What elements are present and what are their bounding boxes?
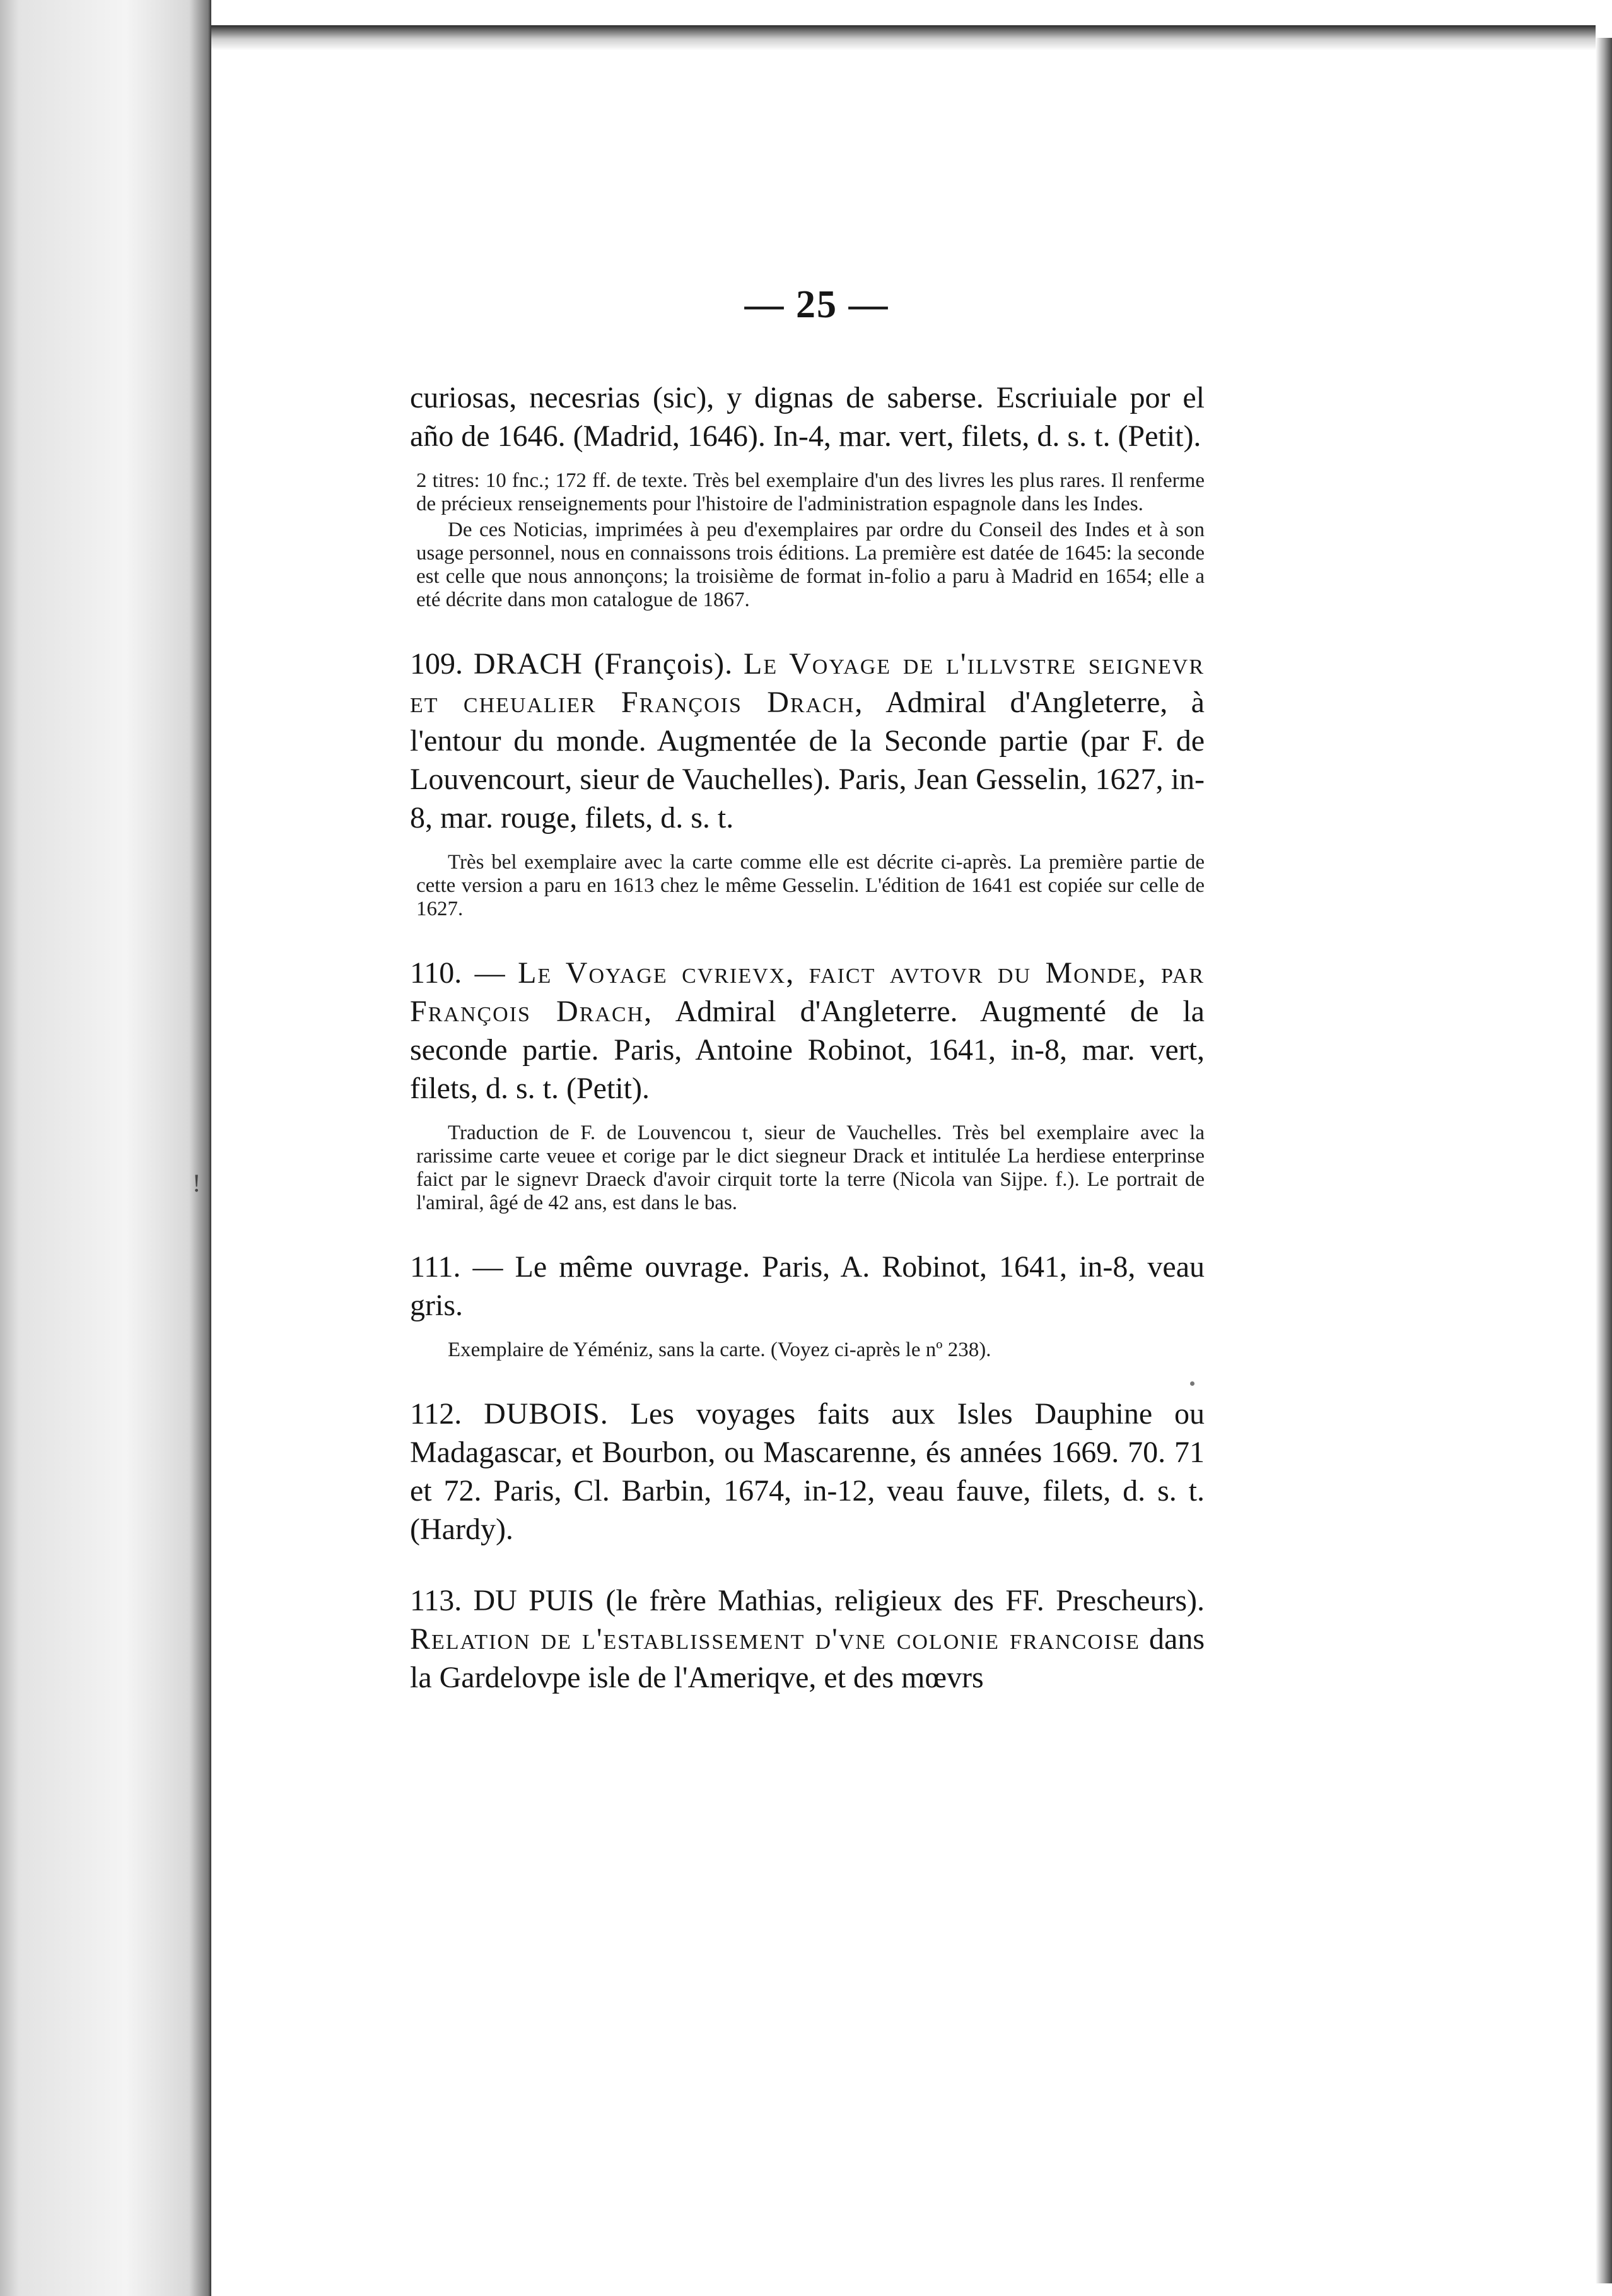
- entry-body: curiosas, necesrias (sic), y dignas de saberse. Escriuiale por el año de 1646. (Madrid, 1646). In-4, mar. vert, filets, d. s. t. (Petit).: [410, 381, 1205, 453]
- entry-imprint: Le même ouvrage. Paris, A. Robinot, 1641, in-8, veau gris.: [410, 1250, 1205, 1322]
- entry-author: DRACH (François).: [473, 647, 733, 681]
- entry-number: 111.: [410, 1250, 461, 1284]
- entry-imprint: Admiral d'Angleterre. Augmenté de la seconde partie. Paris, Antoine Robinot, 1641, in-8, mar. vert, filets, d. s. t. (Petit).: [410, 995, 1205, 1105]
- entry-note: De ces Noticias, imprimées à peu d'exemplaires par ordre du Conseil des Indes et à son usage personnel, nous en connaissons trois éditions. La première est datée de 1645: la seconde est celle que nous annonçons; la troisième de format in-folio a paru à Madrid en 1654; elle a eté décrite dans mon catalogue de 1867.: [416, 518, 1205, 611]
- catalogue-entry-111: [410, 1248, 1205, 1362]
- page-number: — 25 —: [744, 283, 889, 326]
- entry-body: [410, 954, 1205, 1108]
- catalogue-text: [410, 378, 1205, 1697]
- entry-body: [410, 1248, 1205, 1325]
- catalogue-entry-112: [410, 1395, 1205, 1549]
- entry-number: 113.: [410, 1584, 462, 1617]
- entry-imprint: dans la Gardelovpe isle de l'Ameriqve, et des mœvrs: [410, 1622, 1205, 1694]
- catalogue-entry-110: [410, 954, 1205, 1215]
- entry-author: —: [472, 1250, 503, 1284]
- entry-note: Exemplaire de Yéméniz, sans la carte. (Voyez ci-après le nº 238).: [448, 1338, 991, 1361]
- left-page-edge: [0, 0, 211, 2296]
- top-scan-shadow: [211, 25, 1596, 50]
- entry-author: —: [474, 956, 505, 990]
- entry-body: [410, 645, 1205, 837]
- continued-entry: [410, 378, 1205, 612]
- entry-note: Très bel exemplaire avec la carte comme elle est décrite ci-après. La première partie de cette version a paru en 1613 chez le même Gesselin. L'édition de 1641 est copiée sur celle de 1627.: [416, 851, 1205, 920]
- entry-author: DUBOIS.: [484, 1397, 609, 1431]
- catalogue-entry-113: [410, 1581, 1205, 1697]
- entry-number: 110.: [410, 956, 462, 990]
- entry-body: [410, 1395, 1205, 1549]
- entry-number: 109.: [410, 647, 463, 681]
- entry-title: Le Voyage cvrievx, faict avtovr du Monde, par François Drach,: [410, 956, 1205, 1028]
- catalogue-entry-109: [410, 645, 1205, 921]
- entry-number: 112.: [410, 1397, 462, 1431]
- entry-imprint: Admiral d'Angleterre, à l'entour du monde. Augmentée de la Seconde partie (par F. de Louvencourt, sieur de Vauchelles). Paris, Jean Gesselin, 1627, in-8, mar. rouge, filets, d. s. t.: [410, 686, 1205, 835]
- entry-body: [410, 1581, 1205, 1697]
- entry-imprint: Les voyages faits aux Isles Dauphine ou Madagascar, et Bourbon, ou Mascarenne, és années 1669. 70. 71 et 72. Paris, Cl. Barbin, 1674, in-12, veau fauve, filets, d. s. t. (Hardy).: [410, 1397, 1205, 1546]
- entry-title: Relation de l'establissement d'vne colonie francoise: [410, 1622, 1140, 1656]
- entry-note: 2 titres: 10 fnc.; 172 ff. de texte. Très bel exemplaire d'un des livres les plus rares. Il renferme de précieux renseignements pour l'histoire de l'administration espagnole dans les Indes.: [416, 469, 1205, 515]
- entry-author: DU PUIS (le frère Mathias, religieux des FF. Prescheurs).: [473, 1584, 1205, 1617]
- entry-note: Traduction de F. de Louvencou t, sieur de Vauchelles. Très bel exemplaire avec la rarissime carte veuee et corige par le dict siegneur Drack et intitulée La herdiese enterprinse faict par le signevr Draeck d'avoir cirquit torte la terre (Nicola van Sijpe. f.). Le portrait de l'amiral, âgé de 42 ans, est dans le bas.: [416, 1122, 1205, 1214]
- entry-title: Le Voyage de l'illvstre seignevr et cheualier François Drach,: [410, 647, 1205, 719]
- right-scan-shadow: [1596, 38, 1612, 2283]
- margin-mark: !: [192, 1169, 201, 1197]
